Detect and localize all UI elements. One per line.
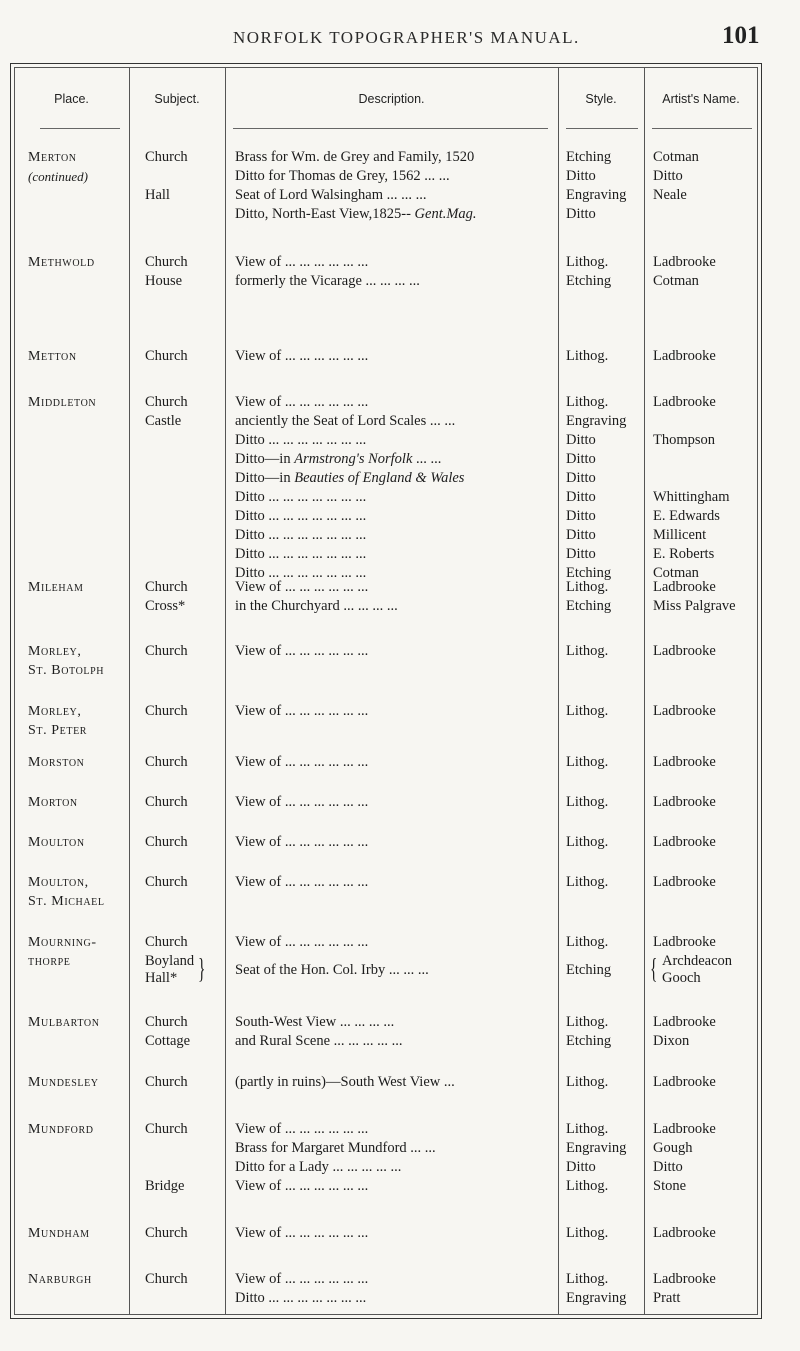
place-name: Narburgh: [28, 1272, 92, 1287]
style-cell: [566, 578, 611, 616]
style-cell: [566, 253, 611, 291]
artist-text: E. Roberts: [653, 546, 715, 562]
artist-text: Ladbrooke: [653, 1225, 716, 1241]
subject-cell: [145, 702, 188, 721]
style-cell: [566, 1120, 626, 1196]
column-divider: [129, 67, 130, 1315]
artist-text: Ladbrooke: [653, 1271, 716, 1287]
artist-text: Ladbrooke: [653, 643, 716, 659]
page-number: 101: [722, 22, 760, 49]
description-text: Seat of Lord Walsingham ... ... ...: [235, 187, 427, 203]
description-text: View of ... ... ... ... ... ...: [235, 934, 369, 950]
description-cell: [235, 873, 368, 892]
artist-text: [653, 412, 730, 431]
artist-cell: [653, 833, 716, 852]
subject-text: Church: [145, 1121, 188, 1137]
description-cell: [235, 148, 477, 224]
header-artist: Artist's Name.: [662, 92, 740, 106]
description-text: formerly the Vicarage ... ... ... ...: [235, 273, 420, 289]
subject-text: Church: [145, 1225, 188, 1241]
description-cell: [235, 1013, 403, 1051]
description-text: Ditto ... ... ... ... ... ... ...: [235, 565, 367, 581]
artist-text: Ladbrooke: [653, 754, 716, 770]
subject-text: [145, 1139, 188, 1158]
place-cell: [28, 873, 105, 911]
style-text: Lithog.: [566, 754, 609, 770]
subject-text: Church: [145, 348, 188, 364]
description-cell: [235, 1270, 368, 1308]
artist-text: [653, 450, 730, 469]
subject-cell: [145, 148, 188, 224]
style-text: Lithog.: [566, 1121, 609, 1137]
place-name: Morley,: [28, 644, 82, 659]
subject-text: Church: [145, 643, 188, 659]
description-cell: [235, 393, 464, 583]
style-cell: [566, 793, 608, 812]
description-text: View of ... ... ... ... ... ...: [235, 1121, 369, 1137]
place-name: Mundham: [28, 1226, 90, 1241]
place-name: Morley,: [28, 704, 82, 719]
subject-text: Church: [145, 254, 188, 270]
description-text: View of ... ... ... ... ... ...: [235, 874, 369, 890]
style-text: Engraving: [566, 413, 627, 429]
place-cell: [28, 833, 85, 852]
place-cell: [28, 347, 77, 366]
running-head: [0, 22, 800, 50]
description-text: Ditto ... ... ... ... ... ... ...: [235, 489, 367, 505]
description-text: Ditto ... ... ... ... ... ... ...: [235, 432, 367, 448]
description-text: Ditto for a Lady ... ... ... ... ...: [235, 1159, 402, 1175]
subject-cell: [145, 1224, 188, 1243]
place-cell: [28, 393, 96, 412]
style-text: Engraving: [566, 1140, 627, 1156]
subject-text: [145, 488, 188, 507]
subject-text: Church: [145, 1271, 188, 1287]
place-name: Morton: [28, 795, 78, 810]
description-text: View of ... ... ... ... ... ...: [235, 1225, 369, 1241]
subject-cell: [145, 642, 188, 661]
subject-cell: [145, 833, 188, 852]
header-subject: Subject.: [154, 92, 200, 106]
artist-cell: [653, 642, 716, 661]
header-rule: [652, 128, 752, 129]
description-text: View of ... ... ... ... ... ...: [235, 754, 369, 770]
place-name: Methwold: [28, 255, 95, 270]
artist-text: Archdeacon: [662, 953, 733, 969]
subject-text: Castle: [145, 413, 182, 429]
style-cell: [566, 1073, 608, 1092]
description-text: View of ... ... ... ... ... ...: [235, 794, 369, 810]
style-text: Ditto: [566, 1159, 596, 1175]
artist-text: Neale: [653, 187, 687, 203]
artist-text: Gough: [653, 1140, 693, 1156]
artist-cell: [653, 148, 699, 224]
subject-cell: [145, 393, 188, 583]
place-cell: [28, 642, 104, 680]
style-text: Lithog.: [566, 874, 609, 890]
description-text: View of ... ... ... ... ... ...: [235, 254, 369, 270]
artist-text: Ladbrooke: [653, 579, 716, 595]
subject-text: Church: [145, 874, 188, 890]
style-cell: [566, 873, 608, 892]
style-text: Lithog.: [566, 703, 609, 719]
subject-text: [145, 526, 188, 545]
artist-text: Ladbrooke: [653, 874, 716, 890]
place-note: (continued): [28, 169, 88, 184]
description-text: Ditto—in Armstrong's Norfolk ... ...: [235, 451, 442, 467]
place-name: Metton: [28, 349, 77, 364]
artist-cell: [653, 1224, 716, 1243]
place-name: Mundford: [28, 1122, 94, 1137]
subject-text: [145, 205, 188, 224]
style-cell: [566, 642, 608, 661]
description-text: Ditto for Thomas de Grey, 1562 ... ...: [235, 168, 450, 184]
style-text: Engraving: [566, 1290, 627, 1306]
artist-text: Millicent: [653, 527, 707, 543]
style-text: Lithog.: [566, 1271, 609, 1287]
subject-text: Church: [145, 1074, 188, 1090]
description-cell: [235, 1073, 455, 1092]
place-name: Merton: [28, 150, 77, 165]
description-text: anciently the Seat of Lord Scales ... ...: [235, 413, 456, 429]
subject-text: [145, 167, 188, 186]
artist-cell: [653, 253, 716, 291]
description-text: Brass for Wm. de Grey and Family, 1520: [235, 149, 475, 165]
description-text: View of ... ... ... ... ... ...: [235, 1271, 369, 1287]
style-cell: [566, 702, 608, 721]
description-text: View of ... ... ... ... ... ...: [235, 834, 369, 850]
style-text: Lithog.: [566, 1178, 609, 1194]
subject-cell: [145, 873, 188, 892]
place-cell: [28, 933, 97, 971]
style-text: Ditto: [566, 508, 596, 524]
header-rule: [566, 128, 638, 129]
artist-cell: [653, 793, 716, 812]
artist-text: Whittingham: [653, 489, 730, 505]
place-name: Mourning-: [28, 935, 97, 950]
subject-cell: [145, 793, 188, 812]
description-cell: [235, 793, 368, 812]
style-text: Lithog.: [566, 254, 609, 270]
running-title: NORFOLK TOPOGRAPHER'S MANUAL.: [233, 28, 580, 47]
column-divider: [558, 67, 559, 1315]
style-text: Lithog.: [566, 1225, 609, 1241]
artist-cell: [653, 702, 716, 721]
style-text: Ditto: [566, 451, 596, 467]
brace-mark: {: [650, 954, 658, 985]
style-text: Lithog.: [566, 1014, 609, 1030]
artist-cell: [653, 578, 736, 616]
artist-text: Cotman: [653, 565, 699, 581]
style-text: Etching: [566, 962, 612, 978]
style-text: Lithog.: [566, 643, 609, 659]
place-cell: [28, 702, 87, 740]
style-cell: [566, 1270, 626, 1308]
description-text: Ditto ... ... ... ... ... ... ...: [235, 1290, 367, 1306]
place-cell: [28, 753, 84, 772]
subject-text: Church: [145, 394, 188, 410]
description-cell: [235, 833, 368, 852]
style-text: Etching: [566, 1033, 612, 1049]
subject-text: Church: [145, 1014, 188, 1030]
artist-text: Ditto: [653, 1159, 683, 1175]
style-text: Ditto: [566, 206, 596, 222]
description-cell: [235, 702, 368, 721]
artist-text: Ladbrooke: [653, 794, 716, 810]
place-name: Mundesley: [28, 1075, 99, 1090]
style-text: Lithog.: [566, 1074, 609, 1090]
style-text: Lithog.: [566, 348, 609, 364]
artist-text: Ladbrooke: [653, 394, 716, 410]
subject-text: [145, 507, 188, 526]
artist-text: E. Edwards: [653, 508, 720, 524]
style-text: Ditto: [566, 168, 596, 184]
subject-text: [145, 1158, 188, 1177]
subject-text: Cross*: [145, 598, 186, 614]
description-text: and Rural Scene ... ... ... ... ...: [235, 1033, 403, 1049]
subject-text: Church: [145, 149, 188, 165]
place-name: Moulton,: [28, 875, 89, 890]
artist-text: Gooch: [662, 970, 701, 986]
place-cell: [28, 793, 78, 812]
description-text: Brass for Margaret Mundford ... ...: [235, 1140, 436, 1156]
subject-text: [145, 469, 188, 488]
style-cell: [566, 347, 608, 366]
subject-text: Bridge: [145, 1178, 185, 1194]
artist-cell: [653, 393, 730, 583]
subject-cell: [145, 347, 188, 366]
artist-text: Thompson: [653, 432, 716, 448]
description-cell: [235, 642, 368, 661]
subject-cell: [145, 1120, 188, 1196]
subject-cell: [145, 753, 188, 772]
place-name: Mileham: [28, 580, 84, 595]
artist-cell: [653, 1270, 716, 1308]
style-text: Ditto: [566, 432, 596, 448]
artist-text: Dixon: [653, 1033, 690, 1049]
style-text: Lithog.: [566, 579, 609, 595]
description-cell: [235, 753, 368, 772]
place-cell: [28, 1224, 90, 1243]
place-cell: [28, 148, 88, 186]
header-rule: [40, 128, 120, 129]
place-cell: [28, 1073, 99, 1092]
place-name: Morston: [28, 755, 85, 770]
artist-text: Ladbrooke: [653, 703, 716, 719]
description-text: View of ... ... ... ... ... ...: [235, 394, 369, 410]
subject-text: Hall: [145, 187, 170, 203]
subject-text: Church: [145, 834, 188, 850]
place-cell: [28, 1120, 94, 1139]
style-cell: [566, 393, 626, 583]
artist-cell: [653, 753, 716, 772]
subject-cell: [145, 933, 206, 986]
place-cell: [28, 1270, 92, 1289]
style-text: Etching: [566, 273, 612, 289]
description-text: Ditto ... ... ... ... ... ... ...: [235, 546, 367, 562]
style-text: Ditto: [566, 546, 596, 562]
description-cell: [235, 578, 398, 616]
place-cell: [28, 578, 84, 597]
description-text: (partly in ruins)—South West View ...: [235, 1074, 455, 1090]
subject-text: Church: [145, 754, 188, 770]
style-text: Etching: [566, 598, 612, 614]
subject-text: [145, 1289, 188, 1308]
artist-text: Ditto: [653, 168, 683, 184]
header-style: Style.: [585, 92, 617, 106]
subject-text: Boyland: [145, 953, 195, 969]
artist-text: Ladbrooke: [653, 348, 716, 364]
artist-cell: [653, 873, 716, 892]
subject-text: Church: [145, 934, 188, 950]
subject-text: [145, 545, 188, 564]
artist-text: Ladbrooke: [653, 834, 716, 850]
artist-text: [653, 205, 699, 224]
subject-text: Hall*: [145, 970, 178, 986]
description-text: Ditto, North-East View,1825-- Gent.Mag.: [235, 206, 477, 222]
place-name: Moulton: [28, 835, 85, 850]
artist-text: Cotman: [653, 273, 699, 289]
artist-cell: [653, 1120, 716, 1196]
artist-text: Miss Palgrave: [653, 598, 736, 614]
style-text: Lithog.: [566, 794, 609, 810]
description-text: Seat of the Hon. Col. Irby ... ... ...: [235, 962, 429, 978]
style-text: Etching: [566, 149, 612, 165]
subject-cell: [145, 253, 188, 291]
header-place: Place.: [54, 92, 89, 106]
artist-text: Stone: [653, 1178, 687, 1194]
style-text: Etching: [566, 565, 612, 581]
style-text: Lithog.: [566, 934, 609, 950]
place-name: thorpe: [28, 954, 71, 969]
place-name: St. Botolph: [28, 663, 105, 678]
style-text: Lithog.: [566, 834, 609, 850]
artist-text: Ladbrooke: [653, 934, 716, 950]
style-cell: [566, 1224, 608, 1243]
style-text: Engraving: [566, 187, 627, 203]
subject-text: House: [145, 273, 183, 289]
style-text: Ditto: [566, 527, 596, 543]
artist-cell: [650, 933, 733, 986]
column-divider: [644, 67, 645, 1315]
style-cell: [566, 833, 608, 852]
artist-text: Cotman: [653, 149, 699, 165]
description-text: View of ... ... ... ... ... ...: [235, 643, 369, 659]
artist-text: Ladbrooke: [653, 1121, 716, 1137]
description-text: South-West View ... ... ... ...: [235, 1014, 395, 1030]
description-cell: [235, 1224, 368, 1243]
place-name: Mulbarton: [28, 1015, 100, 1030]
style-cell: [566, 1013, 611, 1051]
style-text: Ditto: [566, 489, 596, 505]
description-text: View of ... ... ... ... ... ...: [235, 579, 369, 595]
style-cell: [566, 753, 608, 772]
subject-text: Cottage: [145, 1033, 191, 1049]
style-text: Ditto: [566, 470, 596, 486]
artist-text: Ladbrooke: [653, 254, 716, 270]
description-text: View of ... ... ... ... ... ...: [235, 348, 369, 364]
style-cell: [566, 933, 611, 980]
subject-text: [145, 431, 188, 450]
description-cell: [235, 933, 429, 980]
subject-text: Church: [145, 579, 188, 595]
header-description: Description.: [358, 92, 425, 106]
subject-cell: [145, 1013, 190, 1051]
description-text: Ditto—in Beauties of England & Wales: [235, 470, 465, 486]
artist-cell: [653, 1073, 716, 1092]
style-text: Lithog.: [566, 394, 609, 410]
artist-text: Pratt: [653, 1290, 681, 1306]
description-cell: [235, 347, 368, 366]
column-divider: [225, 67, 226, 1315]
description-text: View of ... ... ... ... ... ...: [235, 703, 369, 719]
description-text: View of ... ... ... ... ... ...: [235, 1178, 369, 1194]
description-text: Ditto ... ... ... ... ... ... ...: [235, 508, 367, 524]
place-cell: [28, 253, 95, 272]
subject-text: Church: [145, 703, 188, 719]
subject-cell: [145, 1270, 188, 1308]
subject-cell: [145, 1073, 188, 1092]
subject-text: Church: [145, 794, 188, 810]
artist-text: Ladbrooke: [653, 1074, 716, 1090]
artist-text: Ladbrooke: [653, 1014, 716, 1030]
place-cell: [28, 1013, 100, 1032]
artist-text: [653, 469, 730, 488]
style-cell: [566, 148, 626, 224]
place-name: Middleton: [28, 395, 97, 410]
brace-mark: }: [198, 954, 206, 985]
description-text: in the Churchyard ... ... ... ...: [235, 598, 398, 614]
description-cell: [235, 253, 420, 291]
subject-text: [145, 450, 188, 469]
place-name: St. Michael: [28, 894, 105, 909]
place-name: St. Peter: [28, 723, 88, 738]
description-text: Ditto ... ... ... ... ... ... ...: [235, 527, 367, 543]
artist-cell: [653, 1013, 716, 1051]
artist-cell: [653, 347, 716, 366]
description-cell: [235, 1120, 436, 1196]
header-rule: [233, 128, 548, 129]
subject-cell: [145, 578, 188, 616]
